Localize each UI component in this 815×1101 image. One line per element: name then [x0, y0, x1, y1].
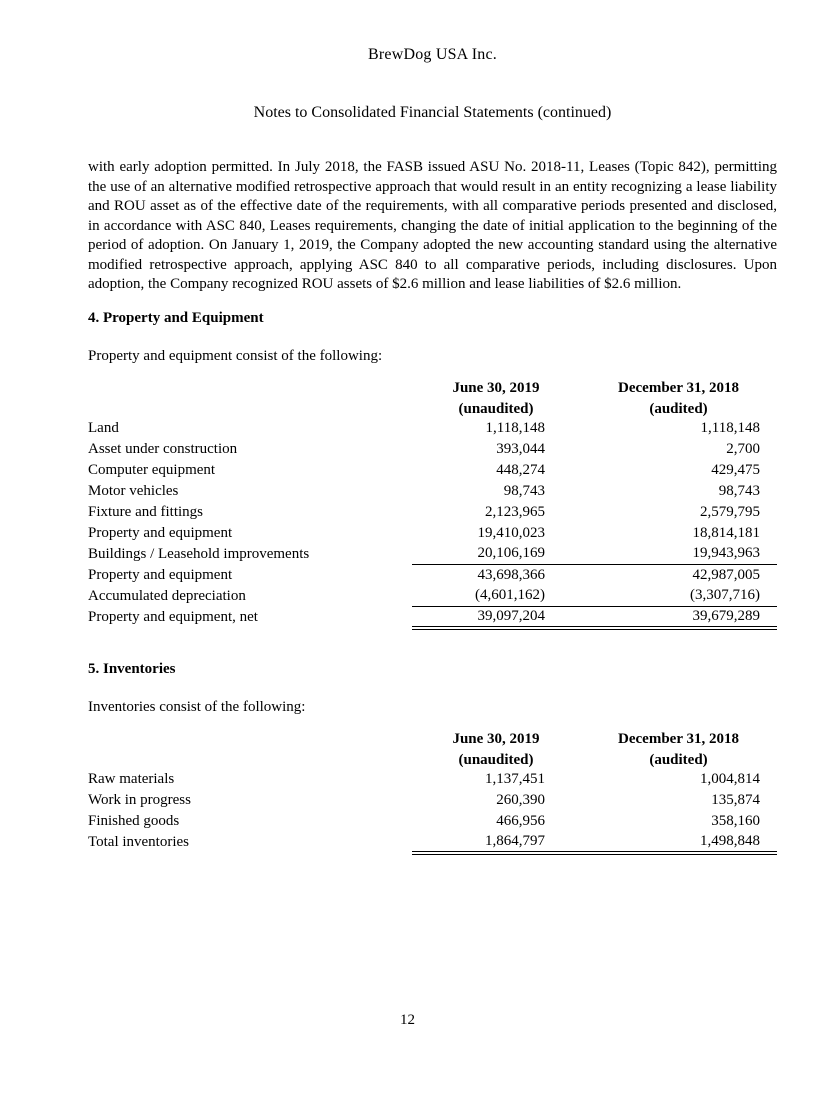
table-row [88, 790, 777, 811]
table-subheader-row [88, 397, 777, 418]
section-5-intro: Inventories consist of the following: [88, 698, 306, 715]
row-value-jun-2019: 1,118,148 [485, 419, 545, 436]
row-label: Property and equipment, net [88, 608, 258, 625]
company-title: BrewDog USA Inc. [368, 46, 497, 63]
table-row [88, 544, 777, 565]
section-5-heading: 5. Inventories [88, 660, 176, 677]
row-value-jun-2019: 393,044 [496, 440, 545, 457]
property-equipment-table [88, 376, 777, 630]
row-value-jun-2019: 19,410,023 [477, 524, 545, 541]
column-header-jun-2019: June 30, 2019 [452, 379, 540, 396]
empty-header-cell [88, 397, 412, 418]
inventories-table [88, 727, 777, 855]
row-value-jun-2019: 2,123,965 [485, 503, 545, 520]
row-value-jun-2019: 260,390 [496, 791, 545, 808]
row-value-dec-2018: 429,475 [711, 461, 760, 478]
row-label: Land [88, 419, 119, 436]
row-value-jun-2019: 1,137,451 [485, 770, 545, 787]
document-page [0, 46, 815, 1101]
row-label: Property and equipment [88, 524, 233, 541]
row-value-jun-2019: 466,956 [496, 812, 545, 829]
row-label: Asset under construction [88, 440, 238, 457]
row-value-dec-2018: 2,700 [726, 440, 760, 457]
row-value-dec-2018: (3,307,716) [580, 586, 777, 607]
row-value-dec-2018: 39,679,289 [580, 607, 777, 628]
row-label: Property and equipment [88, 566, 233, 583]
table-row [88, 418, 777, 439]
row-value-jun-2019: 43,698,366 [477, 566, 545, 583]
row-value-dec-2018: 98,743 [718, 482, 760, 499]
table-row-total [88, 607, 777, 628]
page-number: 12 [400, 1012, 415, 1028]
table-row [88, 769, 777, 790]
column-subheader-unaudited: (unaudited) [458, 751, 534, 768]
row-value-dec-2018: 1,118,148 [700, 419, 760, 436]
row-value-jun-2019: 20,106,169 [412, 544, 580, 565]
table-row [88, 523, 777, 544]
row-label: Buildings / Leasehold improvements [88, 545, 310, 562]
row-value-dec-2018: 2,579,795 [700, 503, 760, 520]
column-header-dec-2018: December 31, 2018 [618, 730, 739, 747]
row-value-dec-2018: 1,004,814 [700, 770, 760, 787]
empty-header-cell [88, 376, 412, 397]
row-value-dec-2018: 42,987,005 [692, 566, 760, 583]
row-value-dec-2018: 1,498,848 [580, 832, 777, 853]
row-value-dec-2018: 18,814,181 [692, 524, 760, 541]
table-subheader-row [88, 748, 777, 769]
row-value-jun-2019: 98,743 [503, 482, 545, 499]
row-value-jun-2019: 39,097,204 [412, 607, 580, 628]
row-label: Motor vehicles [88, 482, 179, 499]
row-label: Fixture and fittings [88, 503, 203, 520]
column-subheader-audited: (audited) [649, 400, 708, 417]
row-label: Work in progress [88, 791, 191, 808]
row-value-dec-2018: 135,874 [711, 791, 760, 808]
table-row [88, 460, 777, 481]
table-row [88, 481, 777, 502]
table-row [88, 439, 777, 460]
row-value-jun-2019: 1,864,797 [412, 832, 580, 853]
empty-header-cell [88, 748, 412, 769]
table-row-total [88, 832, 777, 853]
section-4-intro: Property and equipment consist of the following: [88, 347, 383, 364]
column-subheader-unaudited: (unaudited) [458, 400, 534, 417]
table-row [88, 586, 777, 607]
row-label: Computer equipment [88, 461, 216, 478]
table-row [88, 811, 777, 832]
row-value-jun-2019: (4,601,162) [412, 586, 580, 607]
row-label: Raw materials [88, 770, 175, 787]
table-row [88, 565, 777, 586]
column-header-jun-2019: June 30, 2019 [452, 730, 540, 747]
empty-header-cell [88, 727, 412, 748]
row-label: Accumulated depreciation [88, 587, 246, 604]
row-value-dec-2018: 358,160 [711, 812, 760, 829]
section-4-heading: 4. Property and Equipment [88, 309, 264, 326]
table-header-row [88, 376, 777, 397]
table-header-row [88, 727, 777, 748]
table-row [88, 502, 777, 523]
column-header-dec-2018: December 31, 2018 [618, 379, 739, 396]
column-subheader-audited: (audited) [649, 751, 708, 768]
row-label: Finished goods [88, 812, 180, 829]
lease-adoption-paragraph: with early adoption permitted. In July 2018, the FASB issued ASU No. 2018-11, Leases (Topic 842), permitting the use of an alternative modified retrospective approach that would result in an entity recognizing a lease liability and ROU asset as of the effective date of the requirements, with all comparative periods presented and disclosed, in accordance with ASC 840, Leases requirements, changing the date of initial application to the beginning of the period of adoption. On January 1, 2019, the Company adopted the new accounting standard using the alternative modified retrospective approach, applying ASC 840 to all comparative periods, including disclosures. Upon adoption, the Company recognized ROU assets of $2.6 million and lease liabilities of $2.6 million. [88, 159, 777, 292]
row-value-dec-2018: 19,943,963 [580, 544, 777, 565]
row-value-jun-2019: 448,274 [496, 461, 545, 478]
document-subtitle: Notes to Consolidated Financial Statements (continued) [253, 104, 612, 121]
row-label: Total inventories [88, 833, 190, 850]
